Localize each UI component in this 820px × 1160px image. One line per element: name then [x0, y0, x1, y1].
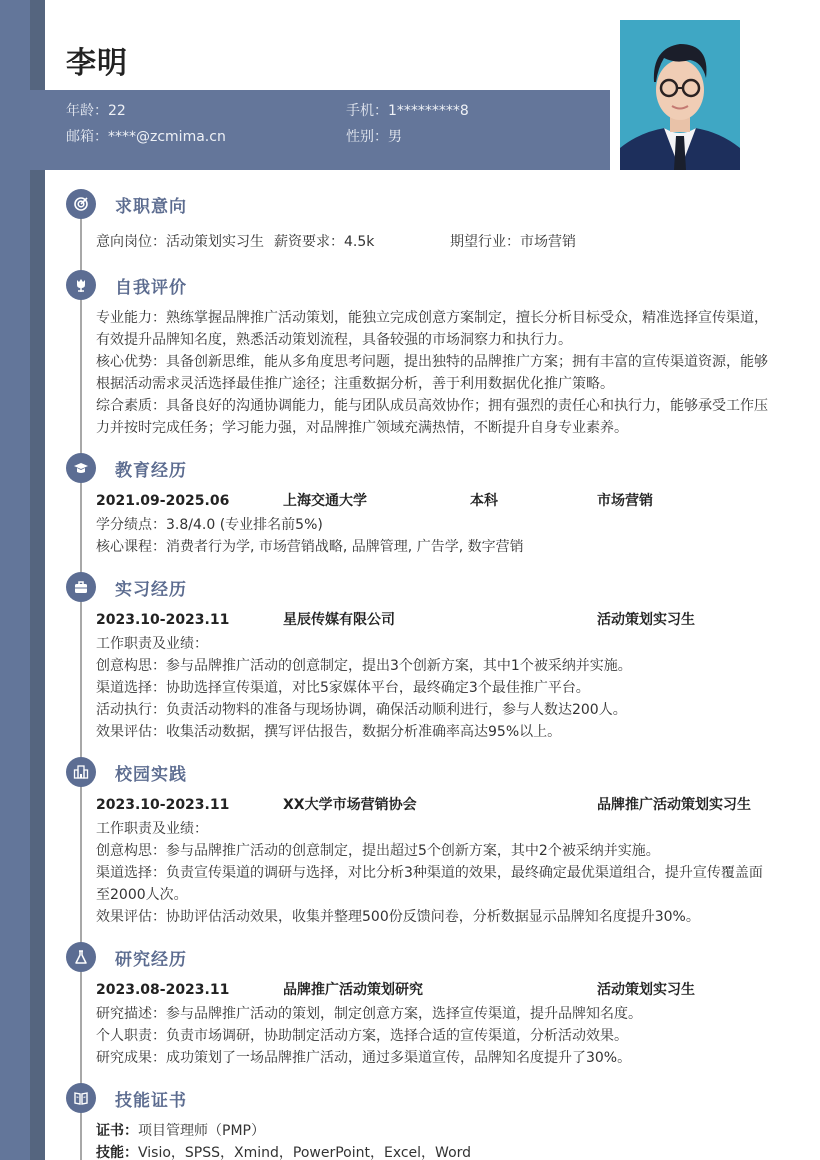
gender-field: [346, 126, 402, 146]
education-period: 2021.09-2025.06: [96, 493, 230, 509]
campus-line: 效果评估：协助评估活动效果，收集并整理500份反馈问卷，分析数据显示品牌知名度提升30%。: [96, 909, 700, 925]
section-title: 技能证书: [115, 1091, 187, 1111]
left-stripe-outer: [0, 0, 30, 1160]
profile-photo: [620, 20, 740, 170]
internship-line: 效果评估：收集活动数据，撰写评估报告，数据分析准确率高达95%以上。: [96, 724, 562, 740]
skills-value: Visio，SPSS，Xmind，PowerPoint，Excel，Word: [138, 1145, 472, 1160]
section-title: 校园实践: [115, 765, 187, 785]
education-school: 上海交通大学: [283, 493, 367, 509]
expected-industry: 期望行业：市场营销: [450, 234, 576, 250]
campus-line: 创意构思：参与品牌推广活动的创意制定，提出超过5个创新方案，其中2个被采纳并实施。: [96, 843, 660, 859]
book-icon: [66, 1083, 96, 1113]
skills-label: 技能：: [96, 1145, 138, 1160]
section-title: 自我评价: [115, 278, 187, 298]
section-title: 教育经历: [115, 461, 187, 481]
building-icon: [66, 757, 96, 787]
email-label: 邮箱：: [66, 129, 108, 145]
graduation-cap-icon: [66, 453, 96, 483]
timeline-line: [80, 205, 82, 1160]
campus-line: 渠道选择：负责宣传渠道的调研与选择，对比分析3种渠道的效果，最终确定最优渠道组合，提升宣传覆盖面至2000人次。: [96, 865, 763, 903]
research-period: 2023.08-2023.11: [96, 982, 230, 998]
campus-role: 品牌推广活动策划实习生: [597, 797, 751, 813]
research-project: 品牌推广活动策划研究: [283, 982, 423, 998]
research-line: 研究成果：成功策划了一场品牌推广活动，通过多渠道宣传，品牌知名度提升了30%。: [96, 1050, 632, 1066]
campus-org: XX大学市场营销协会: [283, 797, 417, 813]
candidate-name: 李明: [66, 46, 128, 81]
education-courses: 核心课程：消费者行为学, 市场营销战略, 品牌管理, 广告学, 数字营销: [96, 539, 524, 555]
email-value: ****@zcmima.cn: [108, 129, 226, 145]
section-title: 实习经历: [115, 580, 187, 600]
internship-company: 星辰传媒有限公司: [283, 612, 395, 628]
section-title: 研究经历: [115, 950, 187, 970]
self-eval-professional: 专业能力：熟练掌握品牌推广活动策划，能独立完成创意方案制定，擅长分析目标受众，精准选择宣传渠道，有效提升品牌知名度，熟悉活动策划流程，具备较强的市场洞察力和执行力。: [96, 310, 768, 348]
personal-info-band: [30, 90, 610, 170]
certificates-value: 项目管理师（PMP）: [138, 1123, 265, 1139]
left-stripe-inner: [30, 0, 45, 1160]
internship-line: 创意构思：参与品牌推广活动的创意制定，提出3个创新方案，其中1个被采纳并实施。: [96, 658, 632, 674]
gender-value: 男: [388, 129, 402, 145]
age-label: 年龄：: [66, 103, 108, 119]
research-role: 活动策划实习生: [597, 982, 695, 998]
education-degree: 本科: [470, 493, 498, 509]
age-value: 22: [108, 103, 126, 119]
skills: [96, 1142, 471, 1160]
briefcase-icon: [66, 572, 96, 602]
research-line: 研究描述：参与品牌推广活动的策划，制定创意方案，选择宣传渠道，提升品牌知名度。: [96, 1006, 642, 1022]
campus-period: 2023.10-2023.11: [96, 797, 230, 813]
email-field: [66, 126, 226, 146]
self-eval-strengths: 核心优势：具备创新思维，能从多角度思考问题，提出独特的品牌推广方案；拥有丰富的宣传渠道资源，能够根据活动需求灵活选择最佳推广途径；注重数据分析，善于利用数据优化推广策略。: [96, 354, 768, 392]
research-line: 个人职责：负责市场调研，协助制定活动方案，选择合适的宣传渠道，分析活动效果。: [96, 1028, 628, 1044]
education-gpa: 学分绩点：3.8/4.0 (专业排名前5%): [96, 517, 323, 533]
campus-line: 工作职责及业绩：: [96, 821, 208, 837]
intended-position: 意向岗位：活动策划实习生: [96, 234, 264, 250]
education-major: 市场营销: [597, 493, 653, 509]
certificates: [96, 1120, 265, 1142]
internship-line: 渠道选择：协助选择宣传渠道，对比5家媒体平台，最终确定3个最佳推广平台。: [96, 680, 590, 696]
target-icon: [66, 189, 96, 219]
phone-field: [346, 100, 469, 120]
section-title: 求职意向: [115, 197, 187, 217]
internship-line: 工作职责及业绩：: [96, 636, 208, 652]
flower-icon: [66, 270, 96, 300]
internship-period: 2023.10-2023.11: [96, 612, 230, 628]
gender-label: 性别：: [346, 129, 388, 145]
age-field: [66, 100, 126, 120]
certificates-label: 证书：: [96, 1123, 138, 1139]
flask-icon: [66, 942, 96, 972]
self-eval-overall: 综合素质：具备良好的沟通协调能力，能与团队成员高效协作；拥有强烈的责任心和执行力，能够承受工作压力并按时完成任务；学习能力强，对品牌推广领域充满热情，不断提升自身专业素养。: [96, 398, 768, 436]
phone-label: 手机：: [346, 103, 388, 119]
internship-line: 活动执行：负责活动物料的准备与现场协调，确保活动顺利进行，参与人数达200人。: [96, 702, 627, 718]
phone-value: 1*********8: [388, 103, 469, 119]
internship-role: 活动策划实习生: [597, 612, 695, 628]
expected-salary: 薪资要求：4.5k: [274, 234, 375, 250]
